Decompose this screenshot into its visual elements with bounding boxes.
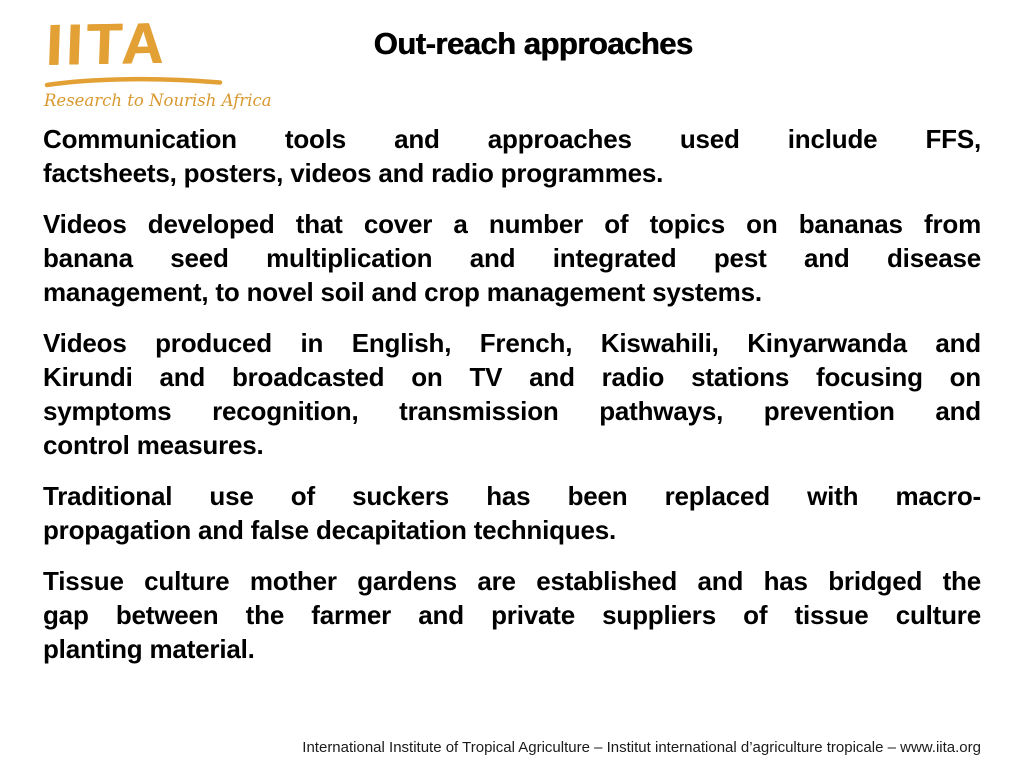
paragraph-line: Tissue culture mother gardens are established and has bridged the <box>43 566 981 596</box>
body-paragraph <box>43 479 981 547</box>
paragraph-line: gap between the farmer and private suppliers of tissue culture <box>43 600 981 630</box>
body-paragraph <box>43 207 981 309</box>
paragraph-line: control measures. <box>43 430 264 460</box>
iita-logo-wordmark: IITA <box>44 10 169 78</box>
paragraph-line: management, to novel soil and crop management systems. <box>43 277 762 307</box>
footer-text: International Institute of Tropical Agriculture – Institut international d’agriculture tropicale – www.iita.org <box>302 739 981 756</box>
logo-tagline: Research to Nourish Africa <box>44 91 272 110</box>
paragraph-line: Videos developed that cover a number of topics on bananas from <box>43 209 981 239</box>
paragraph-line: factsheets, posters, videos and radio programmes. <box>43 158 664 188</box>
slide-title: Out-reach approaches <box>373 26 693 61</box>
body-paragraph <box>43 326 981 462</box>
paragraph-line: banana seed multiplication and integrated pest and disease <box>43 243 981 273</box>
paragraph-line: Kirundi and broadcasted on TV and radio stations focusing on <box>43 362 981 392</box>
paragraph-line: Communication tools and approaches used include FFS, <box>43 124 981 154</box>
paragraph-line: planting material. <box>43 634 255 664</box>
paragraph-line: Traditional use of suckers has been replaced with macro- <box>43 481 981 511</box>
body-text <box>43 122 981 683</box>
paragraph-line: propagation and false decapitation techniques. <box>43 515 616 545</box>
logo-swoosh-icon <box>44 76 224 88</box>
paragraph-line: symptoms recognition, transmission pathways, prevention and <box>43 396 981 426</box>
paragraph-line: Videos produced in English, French, Kiswahili, Kinyarwanda and <box>43 328 981 358</box>
body-paragraph <box>43 564 981 666</box>
body-paragraph <box>43 122 981 190</box>
